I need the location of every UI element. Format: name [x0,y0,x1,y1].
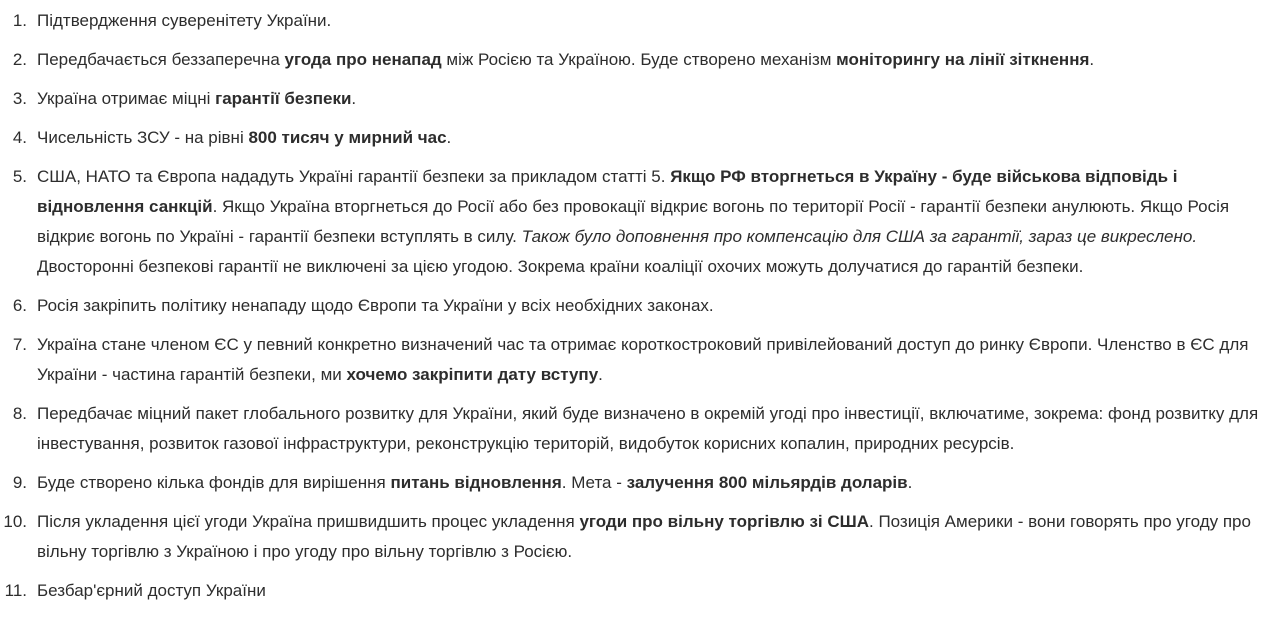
list-item-number: 4. [12,128,27,147]
list-item-number: 11. [4,581,27,600]
list-item-number: 5. [12,167,27,186]
text-segment: Безбар'єрний доступ України [37,581,266,600]
text-segment: Буде створено кілька фондів для вирішення [37,473,391,492]
text-segment: гарантії безпеки [215,89,352,108]
list-item [0,468,1264,498]
text-segment: між Росією та Україною. Буде створено механізм [441,50,837,69]
text-segment: . [351,89,357,108]
text-segment: Чисельність ЗСУ - на рівні [37,128,249,147]
list-item-number: 7. [12,335,27,354]
list-item-number: 6. [12,296,27,315]
list-item [0,291,1264,321]
list-item [0,45,1264,75]
text-segment: . [907,473,913,492]
text-segment: . Позиція Америки - вони говорять про угоду про вільну торгівлю з Україною і про угоду про вільну торгівлю з Росією. [37,512,1251,561]
text-segment: . Якщо Україна вторгнеться до Росії або без провокації відкриє вогонь по території Росії - гарантії безпеки анулюють. Якщо Росія відкриє вогонь по Україні - гарантії безпеки вступлять в силу. [37,197,1230,246]
list-item [0,84,1264,114]
text-segment: Підтвердження суверенітету України. [37,11,332,30]
text-segment: 800 тисяч у мирний час [248,128,447,147]
list-item [0,507,1264,567]
text-segment: Передбачає міцний пакет глобального розвитку для України, який буде визначено в окремій угоді про інвестиції, включатиме, зокрема: фонд розвитку для інвестування, розвиток газової інфраструктури, реконструкцію територій, видобуток корисних копалин, природних ресурсів. [37,404,1259,453]
list-item [0,330,1264,390]
list-item [0,399,1264,459]
list-item-number: 2. [12,50,27,69]
text-segment: . Мета - [561,473,627,492]
text-segment: залучення 800 мільярдів доларів [626,473,908,492]
text-segment: Двосторонні безпекові гарантії не виключені за цією угодою. Зокрема країни коаліції охочих можуть долучатися до гарантій безпеки. [37,257,1084,276]
text-segment: угода про ненапад [284,50,442,69]
list-item-number: 9. [12,473,27,492]
text-segment: Україна стане членом ЄС у певний конкретно визначений час та отримає короткостроковий привілейований доступ до ринку Європи. Членство в ЄС для України - частина гарантій безпеки, ми [37,335,1249,384]
text-segment: Якщо РФ вторгнеться в Україну - буде військова відповідь і відновлення санкцій [37,167,1178,216]
text-segment: . [598,365,603,384]
list-item [0,162,1264,282]
list-item-number: 8. [12,404,27,423]
text-segment: Після укладення цієї угоди Україна пришвидшить процес укладення [37,512,580,531]
text-segment: Росія закріпить політику ненападу щодо Європи та України у всіх необхідних законах. [37,296,714,315]
text-segment: Також було доповнення про компенсацію для США за гарантії, зараз це викреслено. [521,227,1198,246]
list-item [0,6,1264,36]
text-segment: хочемо закріпити дату вступу [346,365,599,384]
text-segment: Передбачається беззаперечна [37,50,285,69]
text-segment: . [446,128,452,147]
text-segment: угоди про вільну торгівлю зі США [579,512,869,531]
list-item-number: 3. [12,89,27,108]
text-segment: питань відновлення [390,473,562,492]
text-segment: моніторингу на лінії зіткнення [836,50,1090,69]
list-item [0,123,1264,153]
numbered-list [0,6,1264,606]
list-item-number: 1. [12,11,27,30]
text-segment: Україна отримає міцні [37,89,216,108]
list-item-number: 10. [3,512,27,531]
text-segment: . [1089,50,1095,69]
text-segment: США, НАТО та Європа нададуть Україні гарантії безпеки за прикладом статті 5. [37,167,671,186]
list-item [0,576,1264,606]
